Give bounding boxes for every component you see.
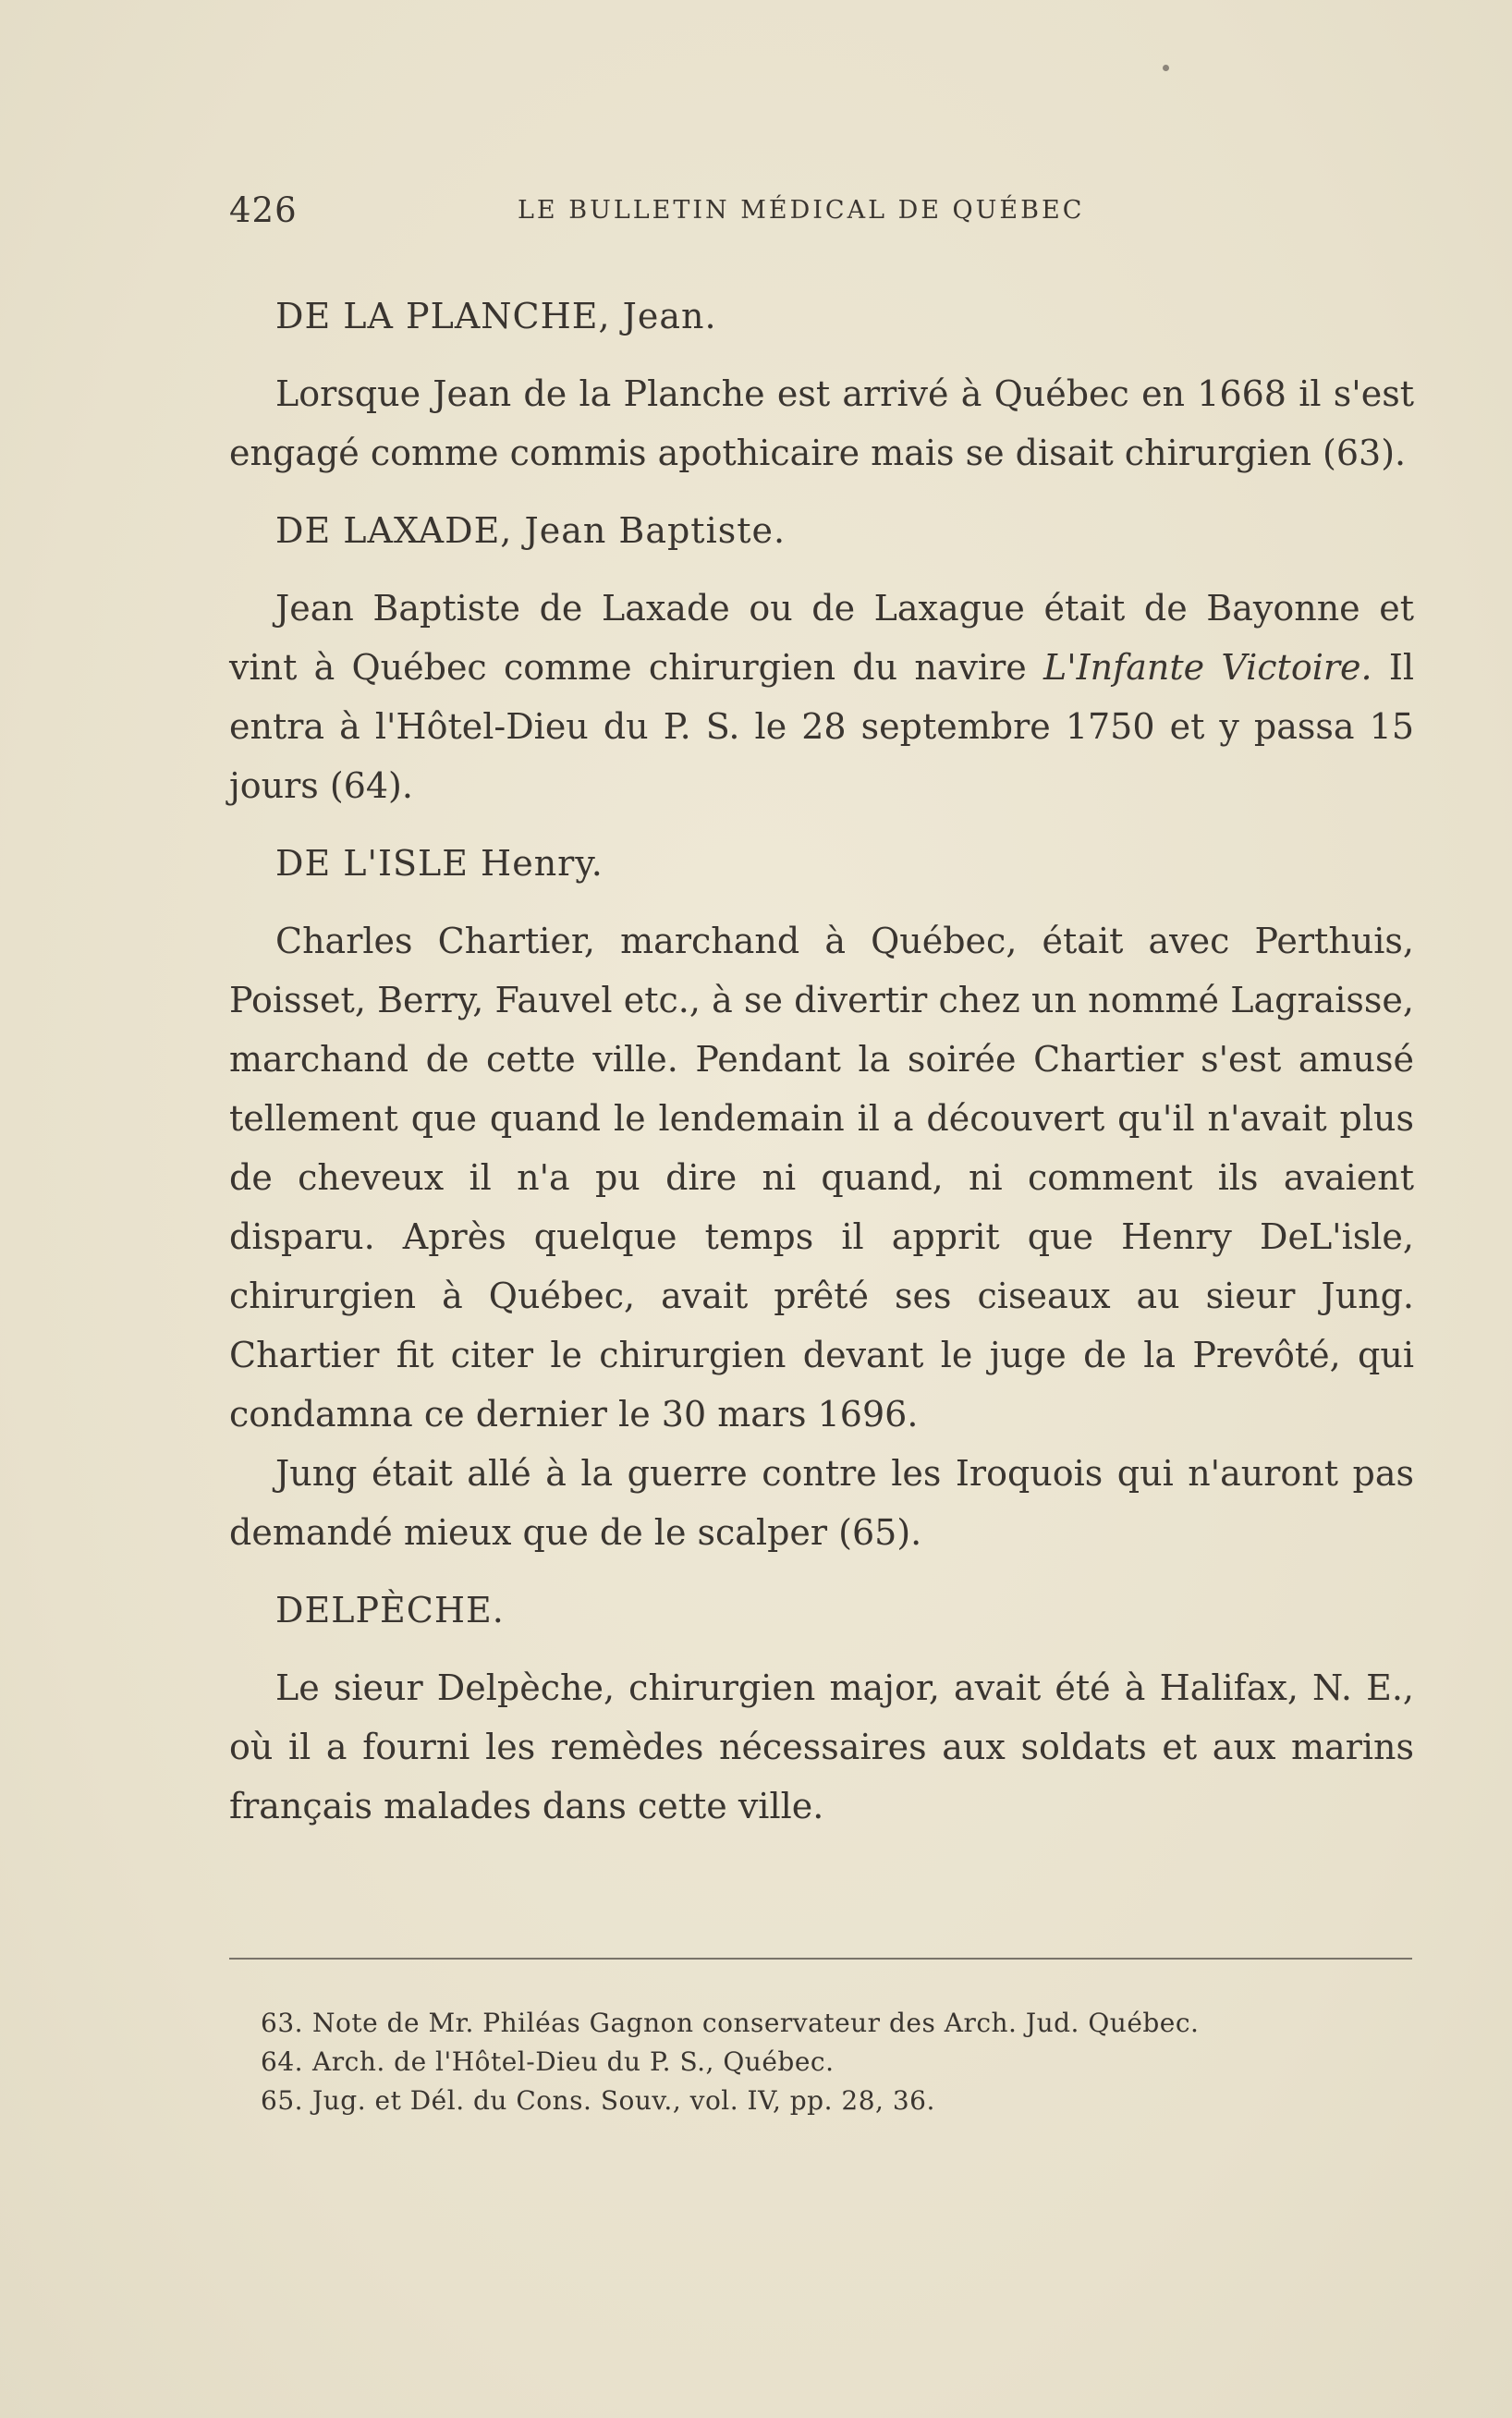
page-number: 426: [229, 190, 298, 230]
paragraph-text: Jean Baptiste de Laxade ou de Laxague était de Bayonne et vint à Québec comme chirurgien du navire: [229, 588, 1414, 688]
footnote: [261, 2043, 1416, 2082]
entry-heading: DELPÈCHE.: [275, 1590, 505, 1630]
entry-paragraph: Le sieur Delpèche, chirurgien major, avait été à Halifax, N. E., où il a fourni les remèdes nécessaires aux soldats et aux marins français malades dans cette ville.: [229, 1667, 1414, 1826]
entry-heading: DE LA PLANCHE, Jean.: [275, 296, 717, 336]
footnote-number: 65.: [261, 2085, 304, 2116]
running-title: LE BULLETIN MÉDICAL DE QUÉBEC: [518, 196, 1085, 225]
entry-heading: DE L'ISLE Henry.: [275, 843, 604, 884]
entry-paragraph: Jung était allé à la guerre contre les Iroquois qui n'auront pas demandé mieux que de le scalper (65).: [229, 1453, 1414, 1553]
footnotes: [261, 2004, 1416, 2120]
entry-paragraph: Charles Chartier, marchand à Québec, était avec Perthuis, Poisset, Berry, Fauvel etc., à se divertir chez un nommé Lagraisse, marchand de cette ville. Pendant la soirée Chartier s'est amusé tellement que quand le lendemain il a découvert qu'il n'avait plus de cheveux il n'a pu dire ni quand, ni comment ils avaient disparu. Après quelque temps il apprit que Henry DeL'isle, chirurgien à Québec, avait prêté ses ciseaux au sieur Jung. Chartier fit citer le chirurgien devant le juge de la Prevôté, qui condamna ce dernier le 30 mars 1696.: [229, 921, 1414, 1435]
entry-paragraph: Lorsque Jean de la Planche est arrivé à Québec en 1668 il s'est engagé comme commis apothicaire mais se disait chirurgien (63).: [229, 373, 1414, 473]
page-header: [229, 190, 1414, 237]
main-text: [229, 287, 1414, 1854]
footnote-divider: [229, 1958, 1412, 1960]
footnote-text: Arch. de l'Hôtel-Dieu du P. S., Québec.: [312, 2046, 835, 2077]
footnote-number: 64.: [261, 2046, 304, 2077]
footnote-text: Note de Mr. Philéas Gagnon conservateur des Arch. Jud. Québec.: [312, 2008, 1200, 2038]
paragraph-text: Il entra à l'Hôtel-Dieu du P. S. le 28 septembre 1750 et y passa 15 jours (64).: [229, 647, 1414, 806]
ink-speck: [1163, 65, 1169, 71]
footnote: [261, 2004, 1416, 2043]
entry-heading: DE LAXADE, Jean Baptiste.: [275, 510, 786, 551]
footnote: [261, 2082, 1416, 2120]
entry-paragraph: [229, 579, 1414, 815]
footnote-text: Jug. et Dél. du Cons. Souv., vol. IV, pp. 28, 36.: [312, 2085, 935, 2116]
footnote-number: 63.: [261, 2008, 304, 2038]
ship-name: L'Infante Victoire.: [1043, 647, 1372, 688]
